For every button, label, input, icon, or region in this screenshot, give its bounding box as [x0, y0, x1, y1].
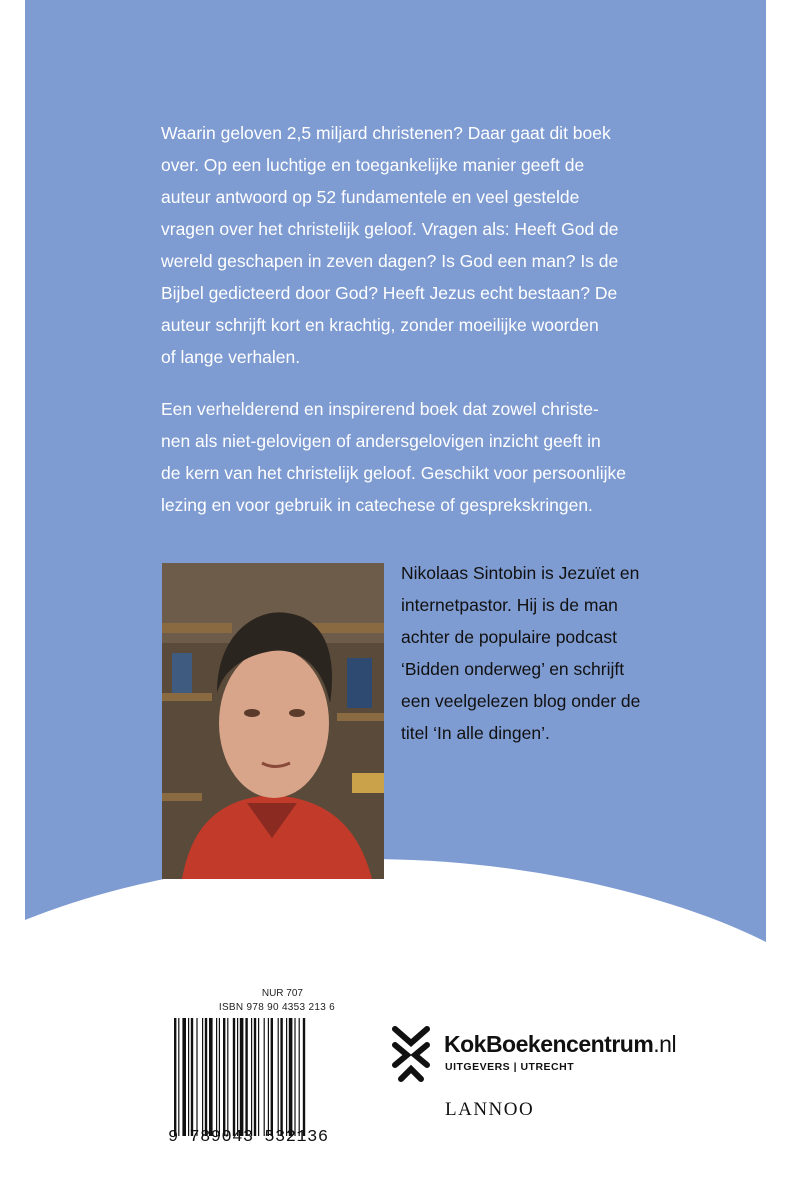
ean-digits: 9 789043 532136	[168, 1128, 329, 1147]
author-portrait-icon	[162, 563, 384, 879]
publisher-subtitle: UITGEVERS | UTRECHT	[445, 1061, 575, 1073]
white-curve-divider	[25, 820, 766, 960]
barcode-block	[168, 988, 343, 1156]
barcode-bars-icon	[174, 1018, 339, 1136]
author-bio: Nikolaas Sintobin is Jezuïet en internetpastor. Hij is de man achter de populaire podcast ‘Bidden onderweg’ en schrijft een veelgelezen blog onder de titel ‘In alle dingen’.	[401, 563, 641, 743]
publisher-name: KokBoekencentrum.nl	[444, 1031, 677, 1057]
blurb-paragraph-1: Waarin geloven 2,5 miljard christenen? Daar gaat dit boek over. Op een luchtige en toegankelijke manier geeft de auteur antwoord op 52 fundamentele en veel gestelde vragen over het christelijk geloof. Vragen als: Heeft God de wereld geschapen in zeven dagen? Is God een man? Is de Bijbel gedicteerd door God? Heeft Jezus echt bestaan? De auteur schrijft kort en krachtig, zonder moeilijke woorden of lange verhalen.	[161, 123, 619, 367]
blurb-paragraph-2: Een verhelderend en inspirerend boek dat zowel christe- nen als niet-gelovigen of andersgelovigen inzicht geeft in de kern van het christelijk geloof. Geschikt voor persoonlijke lezing en voor gebruik in catechese of gesprekskringen.	[161, 399, 626, 515]
author-photo	[162, 563, 384, 879]
nur-code: NUR 707	[261, 988, 303, 999]
book-back-cover	[25, 0, 766, 1188]
isbn-text: ISBN 978 90 4353 213 6	[218, 1002, 335, 1013]
kok-boekencentrum-logo-icon	[391, 1021, 431, 1083]
co-publisher-name: LANNOO	[445, 1099, 535, 1120]
